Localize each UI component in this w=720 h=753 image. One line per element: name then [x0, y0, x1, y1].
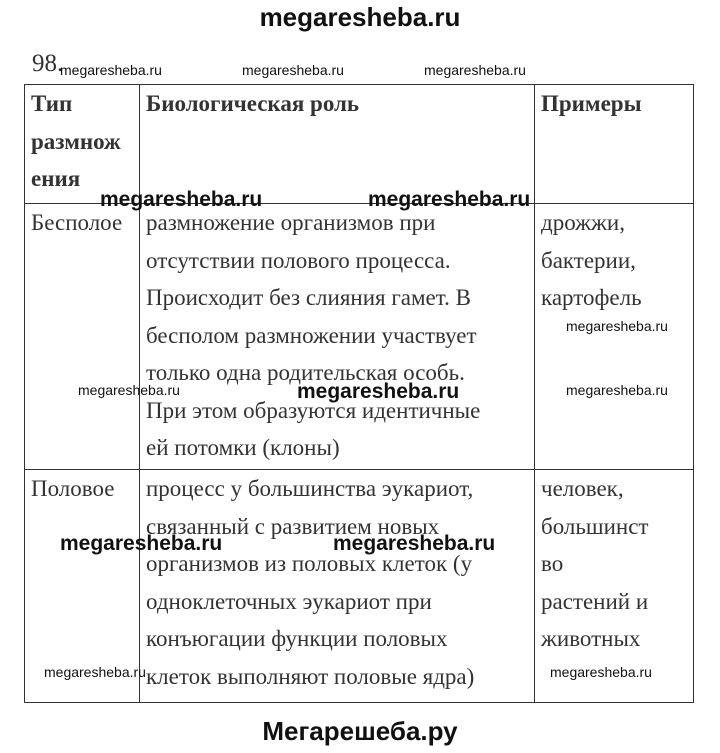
- task-number: 98.: [32, 50, 64, 77]
- watermark: megaresheba.ru: [60, 62, 162, 78]
- cell-type: Половое: [25, 470, 140, 703]
- cell-role: размножение организмов при отсутствии полового процесса. Происходит без слияния гамет. В бесполом размножении участвует только одна родительская особь. При этом образуются идентичные ей потомки (клоны): [140, 204, 535, 470]
- watermark: megaresheba.ru: [368, 188, 531, 211]
- watermark: megaresheba.ru: [78, 382, 180, 398]
- watermark: megaresheba.ru: [297, 380, 460, 403]
- cell-role: процесс у большинства эукариот, связанный с развитием новых организмов из половых клеток (у одноклеточных эукариот при конъюгации функции половых клеток выполняют половые ядра): [140, 470, 535, 703]
- cell-examples: дрожжи, бактерии, картофель: [535, 204, 694, 470]
- cell-type: Бесполое: [25, 204, 140, 470]
- watermark: megaresheba.ru: [566, 382, 668, 398]
- cell-examples: человек, большинст во растений и животных: [535, 470, 694, 703]
- header-role: Биологическая роль: [140, 85, 535, 204]
- watermark: megaresheba.ru: [566, 318, 668, 334]
- header-examples: Примеры: [535, 85, 694, 204]
- watermark: megaresheba.ru: [44, 664, 146, 680]
- watermark: megaresheba.ru: [100, 188, 263, 211]
- watermark: megaresheba.ru: [550, 664, 652, 680]
- header-watermark: megaresheba.ru: [259, 2, 461, 32]
- header-type: Тип размнож ения: [25, 85, 140, 204]
- watermark: megaresheba.ru: [60, 532, 223, 555]
- watermark: megaresheba.ru: [242, 62, 344, 78]
- table-header-row: [25, 85, 694, 204]
- footer-watermark: Мегарешеба.ру: [262, 716, 458, 746]
- table-row: [25, 204, 694, 470]
- watermark: megaresheba.ru: [424, 62, 526, 78]
- watermark: megaresheba.ru: [333, 532, 496, 555]
